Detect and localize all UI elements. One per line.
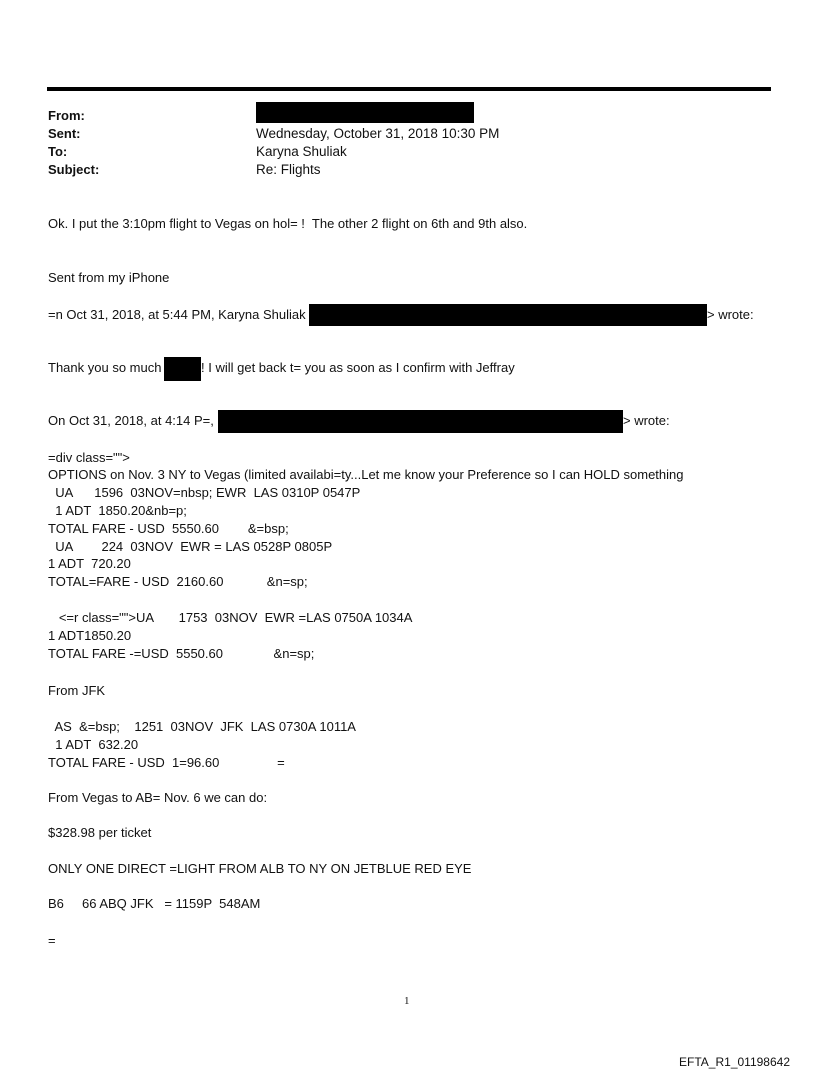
redaction-email (309, 304, 707, 326)
body-line: UA 224 03NOV EWR = LAS 0528P 0805P (48, 539, 333, 554)
body-line: 1 ADT 720.20 (48, 556, 131, 571)
body-line: ! I will get back t= you as soon as I confirm with Jeffray (201, 360, 515, 375)
body-line: > wrote: (707, 307, 754, 322)
to-value: Karyna Shuliak (256, 144, 347, 159)
footer-document-id: EFTA_R1_01198642 (679, 1055, 790, 1069)
body-line: 1 ADT1850.20 (48, 628, 132, 643)
body-line: =div class=""> (48, 450, 130, 465)
body-line: Ok. I put the 3:10pm flight to Vegas on hol= ! The other 2 flight on 6th and 9th also. (48, 216, 528, 231)
body-line: 1 ADT 632.20 (48, 737, 139, 752)
sent-value: Wednesday, October 31, 2018 10:30 PM (256, 126, 500, 141)
body-line: AS &=bsp; 1251 03NOV JFK LAS 0730A 1011A (48, 719, 356, 734)
redaction-name (164, 357, 201, 381)
body-line: Sent from my iPhone (48, 270, 170, 285)
body-line: <=r class="">UA 1753 03NOV EWR =LAS 0750A 1034A (48, 610, 413, 625)
body-line: On Oct 31, 2018, at 4:14 P=, (48, 413, 214, 428)
body-line: TOTAL FARE - USD 5550.60 &=bsp; (48, 521, 289, 536)
to-label: To: (48, 144, 68, 159)
body-line: B6 66 ABQ JFK = 1159P 548AM (48, 896, 261, 911)
body-line: TOTAL=FARE - USD 2160.60 &n=sp; (48, 574, 308, 589)
redaction-from (256, 102, 474, 123)
body-line: 1 ADT 1850.20&nb=p; (48, 503, 187, 518)
body-line: > wrote: (623, 413, 670, 428)
from-label: From: (48, 108, 85, 123)
body-line: From JFK (48, 683, 106, 698)
body-line: TOTAL FARE -=USD 5550.60 &n=sp; (48, 646, 315, 661)
page-number: 1 (404, 995, 410, 1007)
header-rule (47, 87, 771, 91)
redaction-sender (218, 410, 623, 433)
body-line: Thank you so much (48, 360, 162, 375)
body-line: OPTIONS on Nov. 3 NY to Vegas (limited availabi=ty...Let me know your Preference so I can HOLD something (48, 467, 684, 482)
subject-label: Subject: (48, 162, 100, 177)
body-line: ONLY ONE DIRECT =LIGHT FROM ALB TO NY ON JETBLUE RED EYE (48, 861, 472, 876)
body-line: TOTAL FARE - USD 1=96.60 = (48, 755, 285, 770)
body-line: UA 1596 03NOV=nbsp; EWR LAS 0310P 0547P (48, 485, 361, 500)
sent-label: Sent: (48, 126, 81, 141)
body-line: $328.98 per ticket (48, 825, 152, 840)
body-line: From Vegas to AB= Nov. 6 we can do: (48, 790, 268, 805)
body-line: =n Oct 31, 2018, at 5:44 PM, Karyna Shuliak (48, 307, 306, 322)
subject-value: Re: Flights (256, 162, 321, 177)
body-line: = (48, 933, 56, 948)
